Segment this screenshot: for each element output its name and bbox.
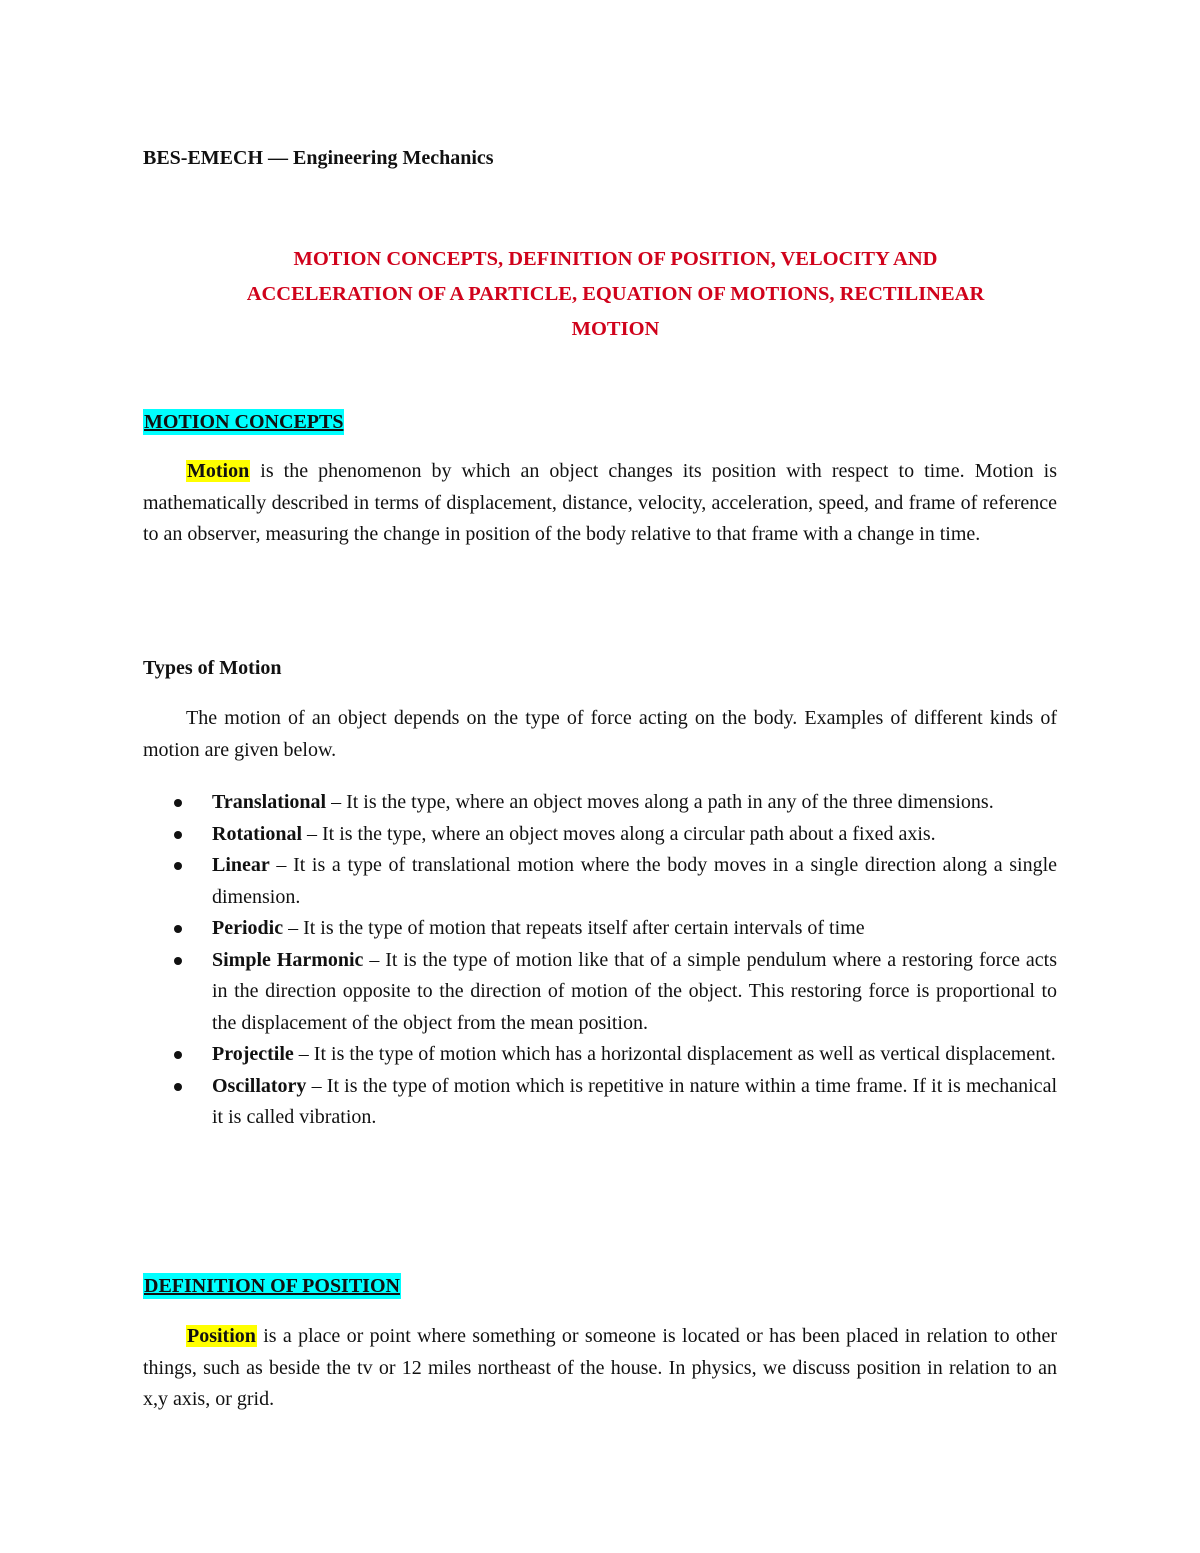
motion-definition-text: is the phenomenon by which an object changes its position with respect to time. Motion is mathematically described in terms of displacement, distance, velocity, acceleration, speed, and frame of reference to an observer, measuring the change in position of the body relative to that frame with a change in time. [143,460,1057,545]
title-line-2: ACCELERATION OF A PARTICLE, EQUATION OF MOTIONS, RECTILINEAR [246,283,985,305]
bullet-icon [174,862,182,870]
bullet-icon [174,1051,182,1059]
list-item [143,787,1057,819]
highlighted-term-motion: Motion [187,460,250,482]
bullet-icon [174,799,182,807]
title-line-3: MOTION [571,318,660,340]
list-item-text: – It is the type of motion which is repetitive in nature within a time frame. If it is mechanical it is called vibration. [212,1074,1057,1128]
position-definition-text: is a place or point where something or someone is located or has been placed in relation to other things, such as beside the tv or 12 miles northeast of the house. In physics, we discuss position in relation to an x,y axis, or grid. [143,1325,1057,1410]
title-line-1: MOTION CONCEPTS, DEFINITION OF POSITION, VELOCITY AND [293,248,938,270]
list-item-term: Linear [212,854,270,876]
list-item-text: – It is the type of motion that repeats itself after certain intervals of time [283,917,865,939]
subheading-types-of-motion: Types of Motion [143,657,282,679]
document-title [143,242,1088,347]
list-item-term: Simple Harmonic [212,948,364,971]
motion-definition-paragraph [143,456,1057,551]
highlighted-term-position: Position [187,1325,256,1347]
list-item [143,819,1057,851]
list-item-text: – It is a type of translational motion where the body moves in a single direction along a single dimension. [212,854,1057,908]
list-item [143,850,1057,913]
list-item [143,1071,1057,1134]
list-item-term: Oscillatory [212,1074,307,1097]
list-item-term: Periodic [212,917,284,939]
list-item-text: – It is the type of motion which has a horizontal displacement as well as vertical displacement. [293,1043,1056,1065]
list-item-term: Rotational [212,822,302,845]
list-item-text: – It is the type, where an object moves along a circular path about a fixed axis. [302,822,936,845]
list-item-term: Translational [212,791,327,813]
list-item-term: Projectile [212,1043,294,1065]
section-heading-definition-of-position: DEFINITION OF POSITION [144,1275,400,1297]
list-item-text: – It is the type of motion like that of a simple pendulum where a restoring force acts in the direction opposite to the direction of motion of the object. This restoring force is proportional to the displacement of the object from the mean position. [212,948,1057,1034]
bullet-icon [174,1083,182,1091]
course-header: BES-EMECH — Engineering Mechanics [143,147,494,169]
bullet-icon [174,831,182,839]
types-of-motion-list [143,787,1057,1134]
position-definition-paragraph [143,1321,1057,1416]
types-intro-paragraph: The motion of an object depends on the type of force acting on the body. Examples of different kinds of motion are given below. [143,707,1057,761]
list-item-text: – It is the type, where an object moves along a path in any of the three dimensions. [326,791,994,813]
bullet-icon [174,957,182,965]
section-heading-motion-concepts: MOTION CONCEPTS [144,411,344,433]
bullet-icon [174,925,182,933]
list-item [143,1039,1057,1071]
list-item [143,913,1057,945]
list-item [143,945,1057,1040]
